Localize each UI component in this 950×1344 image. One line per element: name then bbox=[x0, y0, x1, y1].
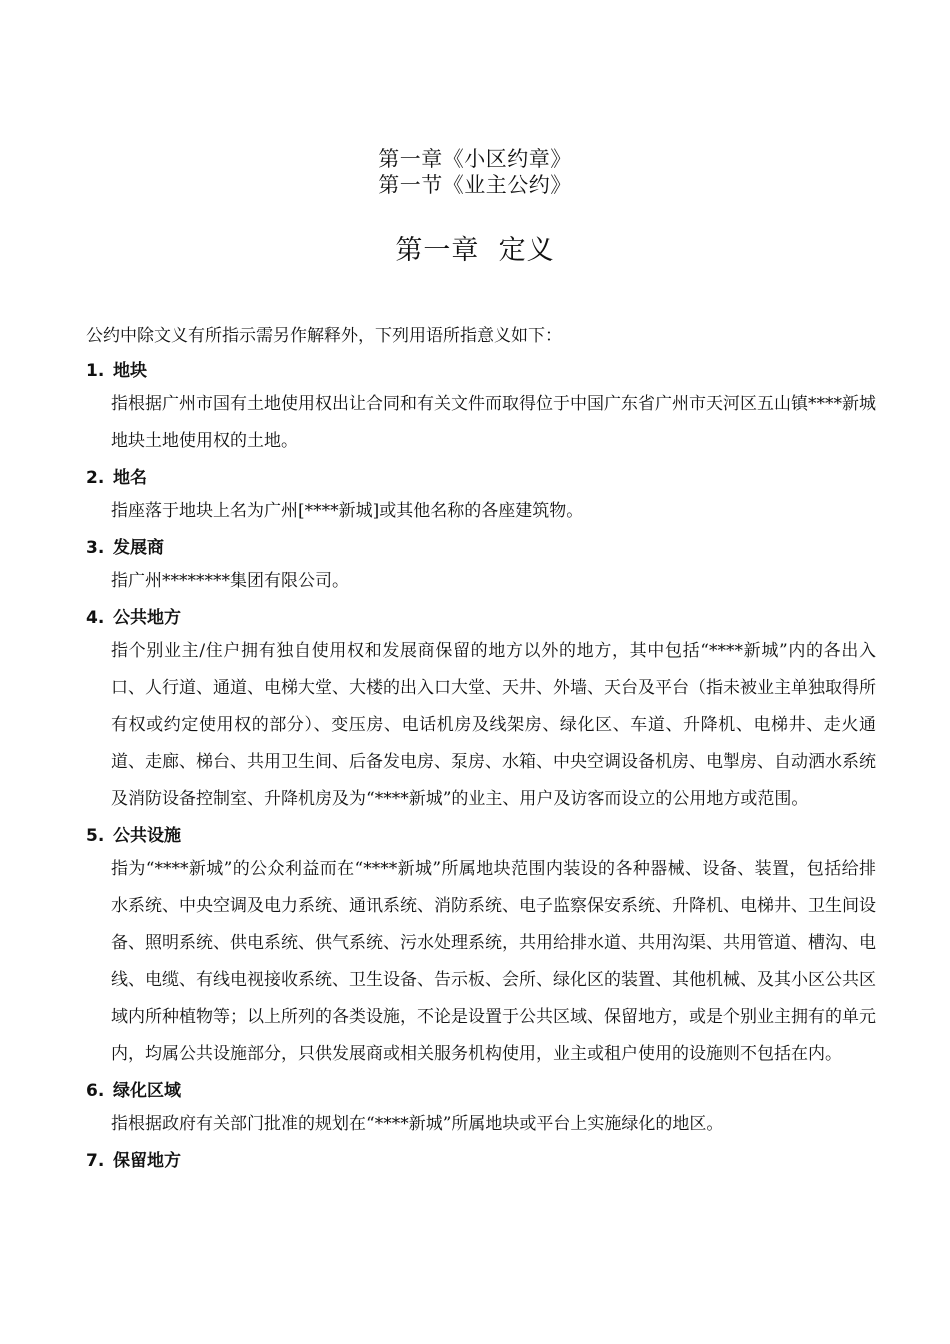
definition-text: 指为“****新城”的公众利益而在“****新城”所属地块范围内装设的各种器械、设备、装置，包括给排水系统、中央空调及电力系统、通讯系统、消防系统、电子监察保安系统、升降机、电梯井、卫生间设备、照明系统、供电系统、供气系统、污水处理系统，共用给排水道、共用沟渠、共用管道、槽沟、电线、电缆、有线电视接收系统、卫生设备、告示板、会所、绿化区的装置、其他机械、及其小区公共区域内所种植物等；以上所列的各类设施，不论是设置于公共区域、保留地方，或是个别业主拥有的单元内，均属公共设施部分，只供发展商或相关服务机构使用，业主或租户使用的设施则不包括在内。 bbox=[111, 859, 876, 1064]
document-header bbox=[0, 146, 950, 198]
definition-term: 公共设施 bbox=[113, 826, 181, 846]
definition-term: 发展商 bbox=[113, 538, 164, 558]
definition-heading bbox=[86, 1076, 886, 1106]
definition-number: 2. bbox=[86, 468, 105, 488]
definition-term: 绿化区域 bbox=[113, 1081, 181, 1101]
definition-heading bbox=[86, 533, 886, 563]
definition-number: 7. bbox=[86, 1151, 105, 1171]
definition-text: 指根据广州市国有土地使用权出让合同和有关文件而取得位于中国广东省广州市天河区五山镇****新城地块土地使用权的土地。 bbox=[111, 394, 876, 451]
definition-term: 地名 bbox=[113, 468, 147, 488]
definition-number: 5. bbox=[86, 826, 105, 846]
definition-term: 地块 bbox=[113, 361, 147, 381]
definition-term: 保留地方 bbox=[113, 1151, 181, 1171]
definitions-list bbox=[86, 356, 886, 1176]
definition-number: 4. bbox=[86, 608, 105, 628]
definition-heading bbox=[86, 1146, 886, 1176]
definition-heading bbox=[86, 603, 886, 633]
intro-paragraph: 公约中除文义有所指示需另作解释外，下列用语所指意义如下： bbox=[86, 326, 562, 346]
definition-text: 指根据政府有关部门批准的规划在“****新城”所属地块或平台上实施绿化的地区。 bbox=[111, 1114, 724, 1134]
definition-number: 1. bbox=[86, 361, 105, 381]
definition-number: 6. bbox=[86, 1081, 105, 1101]
definition-text: 指个别业主/住户拥有独自使用权和发展商保留的地方以外的地方，其中包括“****新城”内的各出入口、人行道、通道、电梯大堂、大楼的出入口大堂、天井、外墙、天台及平台（指未被业主单独取得所有权或约定使用权的部分）、变压房、电话机房及线架房、绿化区、车道、升降机、电梯井、走火通道、走廊、梯台、共用卫生间、后备发电房、泵房、水箱、中央空调设备机房、电掣房、自动洒水系统及消防设备控制室、升降机房及为“****新城”的业主、用户及访客而设立的公用地方或范围。 bbox=[111, 641, 876, 809]
definition-heading bbox=[86, 821, 886, 851]
definition-text: 指广州********集团有限公司。 bbox=[111, 571, 349, 591]
definition-heading bbox=[86, 356, 886, 386]
definition-term: 公共地方 bbox=[113, 608, 181, 628]
section-heading: 第一节《业主公约》 bbox=[378, 173, 572, 197]
definition-heading bbox=[86, 463, 886, 493]
definition-number: 3. bbox=[86, 538, 105, 558]
chapter-title: 第一章 定义 bbox=[395, 235, 555, 266]
definition-text: 指座落于地块上名为广州[****新城]或其他名称的各座建筑物。 bbox=[111, 501, 584, 521]
chapter-heading: 第一章《小区约章》 bbox=[378, 147, 572, 171]
